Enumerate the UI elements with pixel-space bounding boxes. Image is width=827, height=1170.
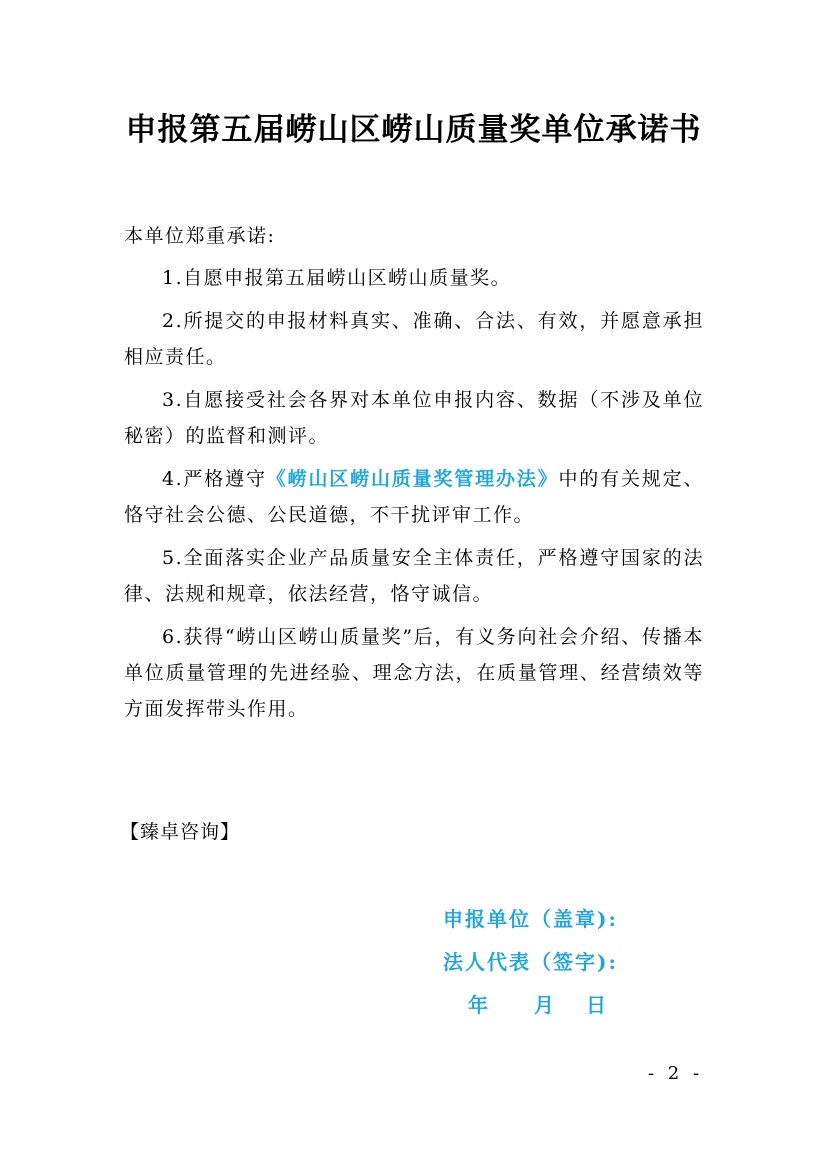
commitment-body <box>124 218 704 734</box>
date-day: 日 <box>586 993 608 1017</box>
document-title: 申报第五届崂山区崂山质量奖单位承诺书 <box>125 112 702 148</box>
date-year: 年 <box>468 993 490 1017</box>
commitment-item-2: 2.所提交的申报材料真实、准确、合法、有效，并愿意承担相应责任。 <box>124 310 704 368</box>
intro-line: 本单位郑重承诺: <box>124 225 276 247</box>
commitment-item-5: 5.全面落实企业产品质量安全主体责任，严格遵守国家的法律、法规和规章，依法经营，恪守诚信。 <box>124 547 704 605</box>
commitment-item-3: 3.自愿接受社会各界对本单位申报内容、数据（不涉及单位秘密）的监督和测评。 <box>124 389 704 447</box>
date-month: 月 <box>534 993 556 1017</box>
page-number: - 2 - <box>648 1063 704 1084</box>
item-4-after: 中的有关规定、恪守社会公德、公民道德，不干扰评审工作。 <box>124 468 704 526</box>
commitment-item-6: 6.获得“崂山区崂山质量奖”后，有义务向社会介绍、传播本单位质量管理的先进经验、理念方法，在质量管理、经营绩效等方面发挥带头作用。 <box>124 626 704 720</box>
item-4-before: 4.严格遵守 <box>162 468 267 490</box>
regulation-link[interactable]: 《崂山区崂山质量奖管理办法》 <box>266 468 559 490</box>
signature-representative: 法人代表（签字): <box>443 950 618 974</box>
signature-unit: 申报单位（盖章): <box>443 907 618 931</box>
commitment-item-1: 1.自愿申报第五届崂山区崂山质量奖。 <box>162 267 512 289</box>
commitment-item-4 <box>124 461 704 533</box>
signature-date <box>468 990 608 1020</box>
source-note: 【臻卓咨询】 <box>120 821 241 843</box>
